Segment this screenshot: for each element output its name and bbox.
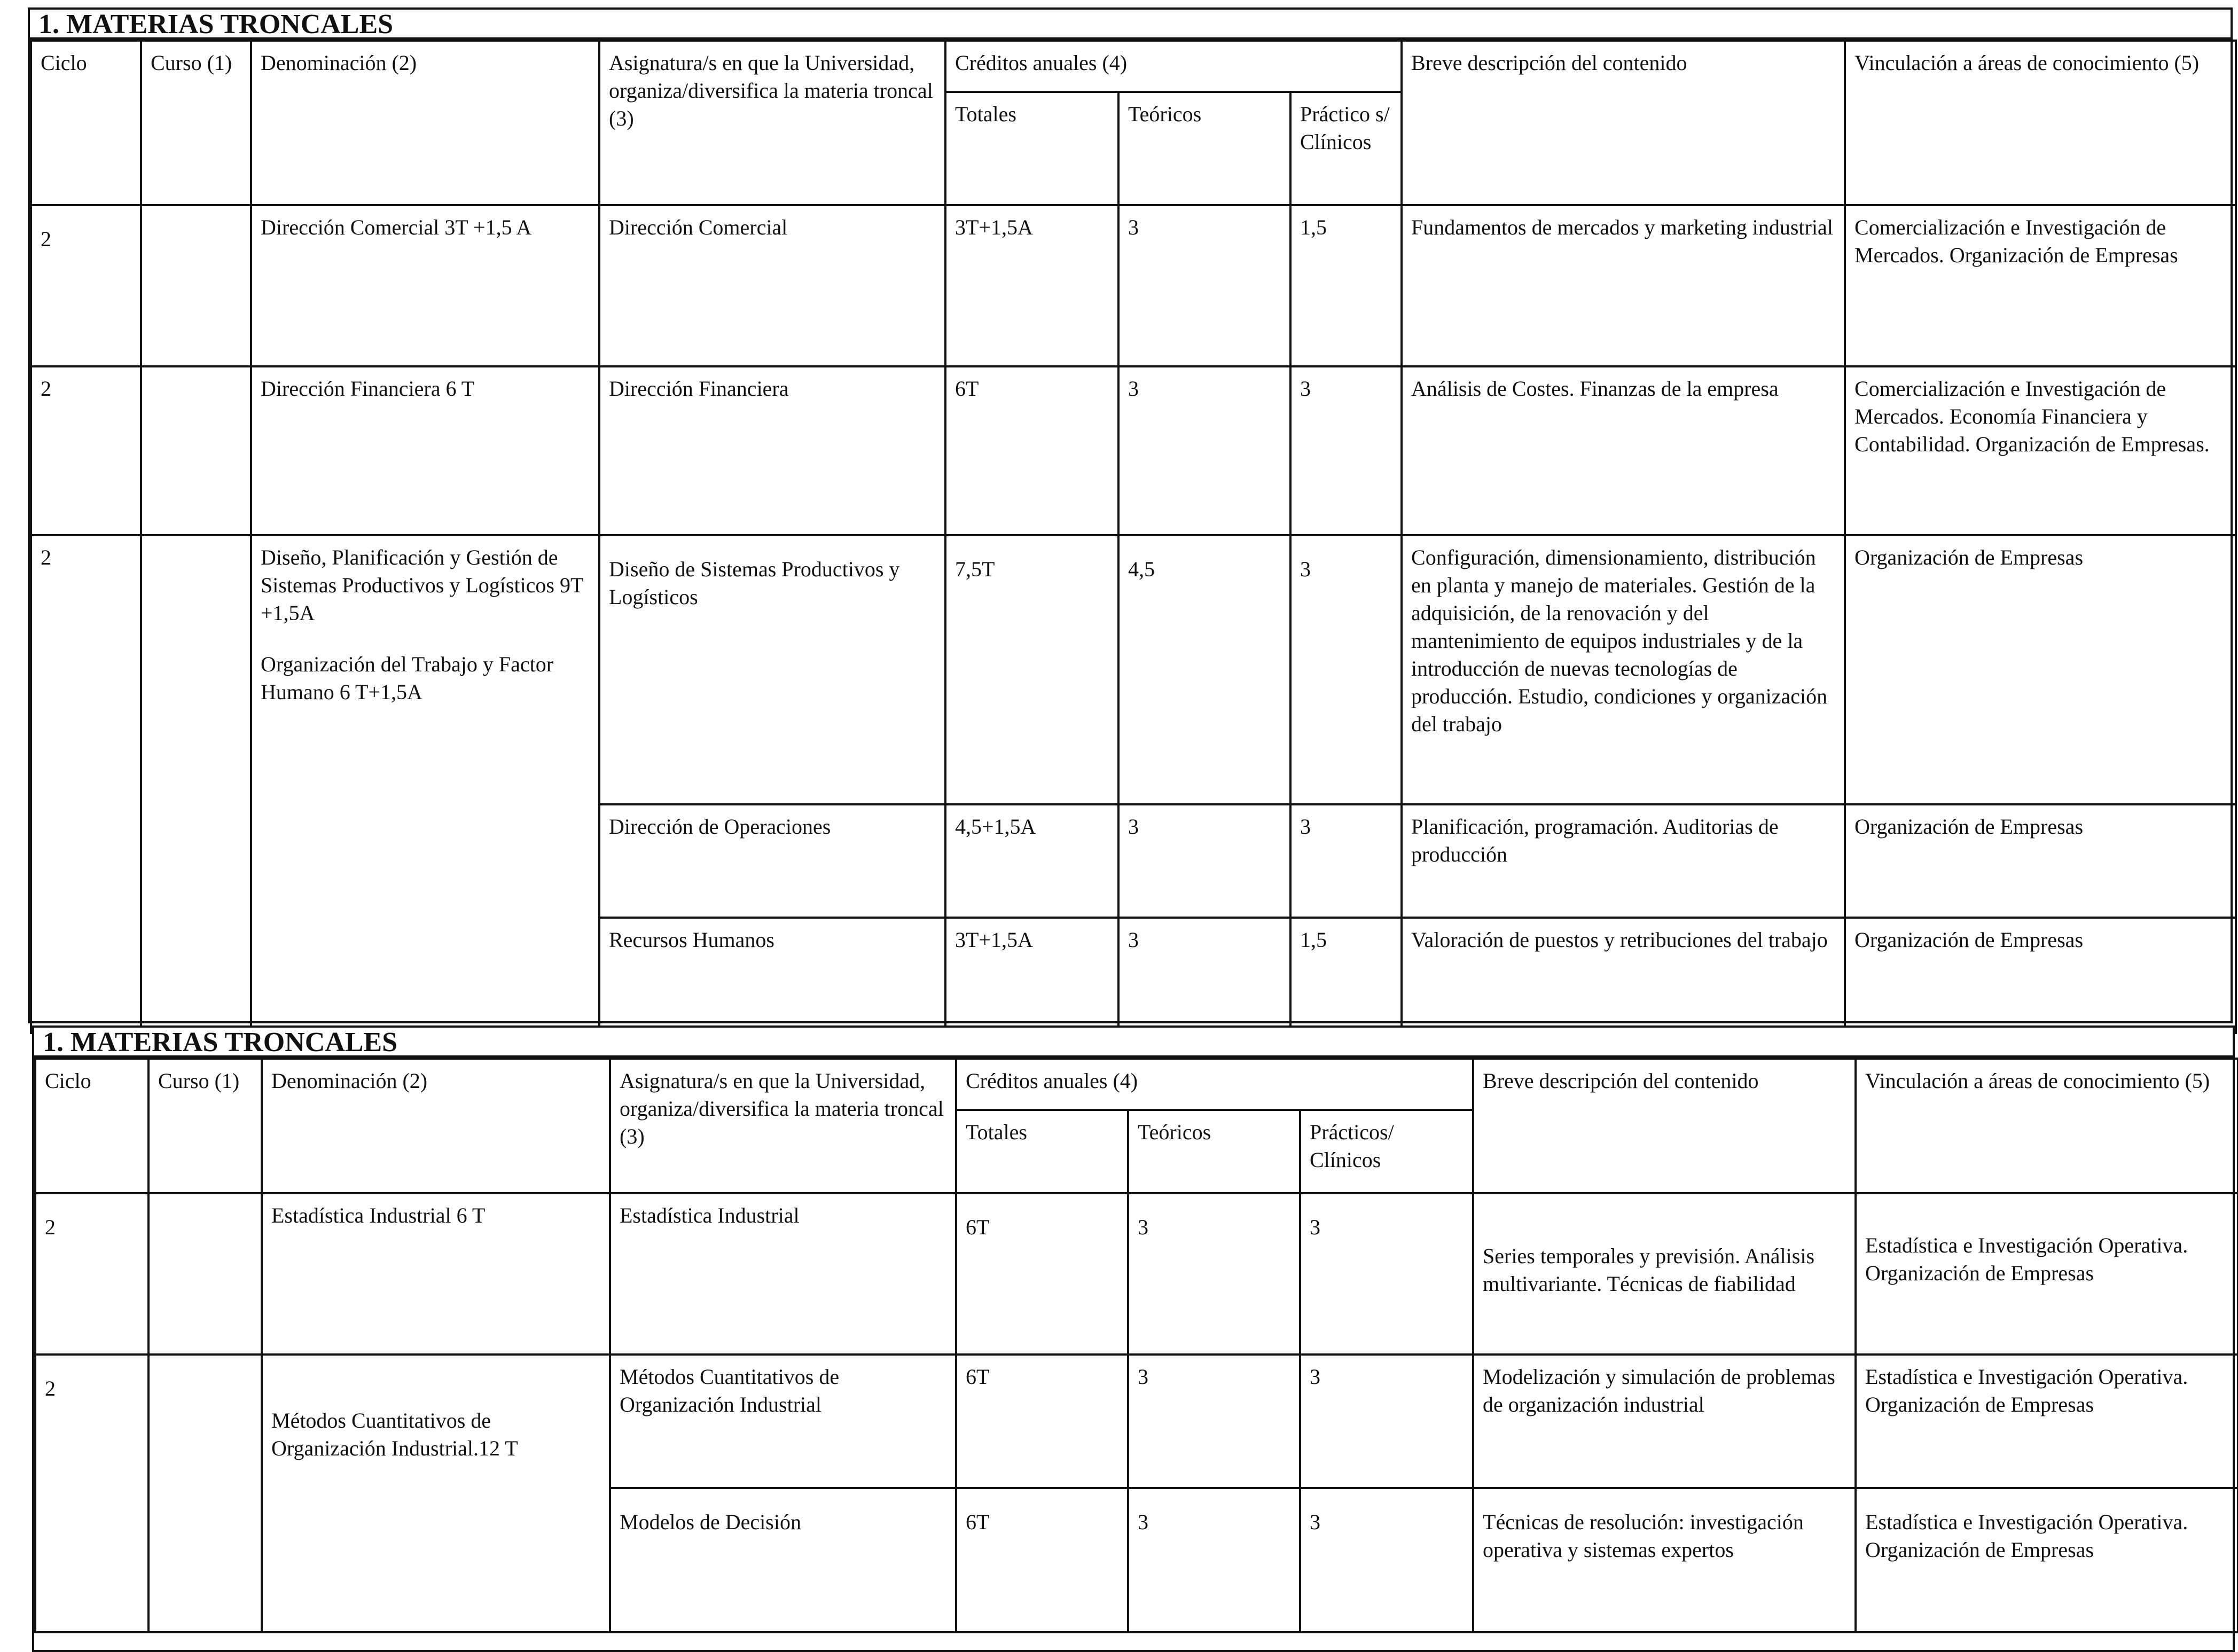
cell-vinculacion: Estadística e Investigación Operativa. Organización de Empresas [1856, 1193, 2238, 1355]
cell-asignatura: Métodos Cuantitativos de Organización Industrial [610, 1355, 956, 1488]
cell-teoricos: 3 [1128, 1488, 1300, 1632]
header-practicos: Prácticos/ Clínicos [1300, 1110, 1473, 1193]
header-asignatura: Asignatura/s en que la Universidad, organiza/diversifica la materia troncal (3) [610, 1059, 956, 1193]
section-materias-troncales-2 [32, 1025, 2235, 1652]
cell-teoricos: 4,5 [1118, 535, 1290, 804]
cell-ciclo: 2 [31, 205, 141, 366]
cell-curso [148, 1355, 262, 1632]
subjects-table [34, 1058, 2238, 1633]
header-creditos: Créditos anuales (4) [945, 41, 1402, 92]
cell-practicos: 3 [1300, 1355, 1473, 1488]
cell-descripcion: Fundamentos de mercados y marketing industrial [1402, 205, 1845, 366]
table-row [31, 535, 2236, 804]
cell-descripcion: Series temporales y previsión. Análisis multivariante. Técnicas de fiabilidad [1473, 1193, 1856, 1355]
cell-ciclo: 2 [31, 366, 141, 535]
section-materias-troncales-1 [28, 7, 2233, 1023]
cell-teoricos: 3 [1118, 804, 1290, 918]
header-asignatura: Asignatura/s en que la Universidad, organiza/diversifica la materia troncal (3) [599, 41, 945, 205]
cell-denominacion: Dirección Comercial 3T +1,5 A [251, 205, 599, 366]
cell-practicos: 3 [1300, 1193, 1473, 1355]
cell-descripcion: Técnicas de resolución: investigación operativa y sistemas expertos [1473, 1488, 1856, 1632]
cell-practicos: 3 [1290, 366, 1402, 535]
cell-totales: 6T [956, 1355, 1128, 1488]
denominacion-line-2: Organización del Trabajo y Factor Humano 6 T+1,5A [261, 652, 554, 704]
cell-teoricos: 3 [1118, 918, 1290, 1033]
cell-asignatura: Modelos de Decisión [610, 1488, 956, 1632]
cell-teoricos: 3 [1118, 205, 1290, 366]
header-ciclo: Ciclo [35, 1059, 148, 1193]
header-descripcion: Breve descripción del contenido [1402, 41, 1845, 205]
cell-totales: 4,5+1,5A [945, 804, 1118, 918]
header-denominacion: Denominación (2) [262, 1059, 610, 1193]
cell-vinculacion: Organización de Empresas [1845, 535, 2236, 804]
cell-practicos: 1,5 [1290, 918, 1402, 1033]
cell-vinculacion: Comercialización e Investigación de Mercados. Economía Financiera y Contabilidad. Organización de Empresas. [1845, 366, 2236, 535]
header-vinculacion: Vinculación a áreas de conocimiento (5) [1845, 41, 2236, 205]
cell-asignatura: Dirección de Operaciones [599, 804, 945, 918]
cell-descripcion: Análisis de Costes. Finanzas de la empresa [1402, 366, 1845, 535]
cell-teoricos: 3 [1128, 1193, 1300, 1355]
header-creditos: Créditos anuales (4) [956, 1059, 1473, 1110]
cell-descripcion: Valoración de puestos y retribuciones del trabajo [1402, 918, 1845, 1033]
cell-practicos: 1,5 [1290, 205, 1402, 366]
header-descripcion: Breve descripción del contenido [1473, 1059, 1856, 1193]
cell-asignatura: Recursos Humanos [599, 918, 945, 1033]
subjects-table [30, 40, 2237, 1034]
cell-practicos: 3 [1290, 804, 1402, 918]
cell-curso [141, 366, 251, 535]
header-denominacion: Denominación (2) [251, 41, 599, 205]
cell-denominacion: Métodos Cuantitativos de Organización Industrial.12 T [262, 1355, 610, 1632]
cell-teoricos: 3 [1128, 1355, 1300, 1488]
cell-totales: 6T [956, 1488, 1128, 1632]
header-vinculacion: Vinculación a áreas de conocimiento (5) [1856, 1059, 2238, 1193]
cell-curso [148, 1193, 262, 1355]
cell-descripcion: Planificación, programación. Auditorias de producción [1402, 804, 1845, 918]
header-totales: Totales [945, 92, 1118, 205]
cell-ciclo: 2 [35, 1193, 148, 1355]
table-header-row [35, 1059, 2238, 1110]
cell-asignatura: Estadística Industrial [610, 1193, 956, 1355]
header-curso: Curso (1) [148, 1059, 262, 1193]
header-teoricos: Teóricos [1118, 92, 1290, 205]
table-header-row [31, 41, 2236, 92]
cell-totales: 6T [956, 1193, 1128, 1355]
table-row [31, 205, 2236, 366]
cell-totales: 7,5T [945, 535, 1118, 804]
header-ciclo: Ciclo [31, 41, 141, 205]
cell-vinculacion: Estadística e Investigación Operativa. Organización de Empresas [1856, 1355, 2238, 1488]
header-practicos: Práctico s/ Clínicos [1290, 92, 1402, 205]
cell-denominacion-group [251, 535, 599, 1033]
cell-practicos: 3 [1290, 535, 1402, 804]
cell-totales: 3T+1,5A [945, 205, 1118, 366]
cell-denominacion: Dirección Financiera 6 T [251, 366, 599, 535]
table-row [35, 1193, 2238, 1355]
section-title: 1. MATERIAS TRONCALES [34, 1028, 2233, 1058]
cell-ciclo: 2 [35, 1355, 148, 1632]
cell-vinculacion: Organización de Empresas [1845, 804, 2236, 918]
cell-totales: 6T [945, 366, 1118, 535]
denominacion-line-1: Diseño, Planificación y Gestión de Sistemas Productivos y Logísticos 9T +1,5A [261, 545, 583, 625]
cell-ciclo: 2 [31, 535, 141, 1033]
cell-curso [141, 205, 251, 366]
cell-vinculacion: Estadística e Investigación Operativa. Organización de Empresas [1856, 1488, 2238, 1632]
cell-denominacion: Estadística Industrial 6 T [262, 1193, 610, 1355]
cell-vinculacion: Organización de Empresas [1845, 918, 2236, 1033]
cell-asignatura: Dirección Comercial [599, 205, 945, 366]
cell-vinculacion: Comercialización e Investigación de Mercados. Organización de Empresas [1845, 205, 2236, 366]
header-totales: Totales [956, 1110, 1128, 1193]
cell-curso [141, 535, 251, 1033]
cell-asignatura: Dirección Financiera [599, 366, 945, 535]
table-row [35, 1355, 2238, 1488]
section-title: 1. MATERIAS TRONCALES [30, 10, 2231, 40]
cell-practicos: 3 [1300, 1488, 1473, 1632]
table-row [31, 366, 2236, 535]
cell-descripcion: Configuración, dimensionamiento, distribución en planta y manejo de materiales. Gestión de la adquisición, de la renovación y del mantenimiento de equipos industriales y de la introducción de nuevas tecnologías de producción. Estudio, condiciones y organización del trabajo [1402, 535, 1845, 804]
cell-teoricos: 3 [1118, 366, 1290, 535]
cell-totales: 3T+1,5A [945, 918, 1118, 1033]
header-teoricos: Teóricos [1128, 1110, 1300, 1193]
cell-asignatura: Diseño de Sistemas Productivos y Logísticos [599, 535, 945, 804]
header-curso: Curso (1) [141, 41, 251, 205]
cell-descripcion: Modelización y simulación de problemas de organización industrial [1473, 1355, 1856, 1488]
